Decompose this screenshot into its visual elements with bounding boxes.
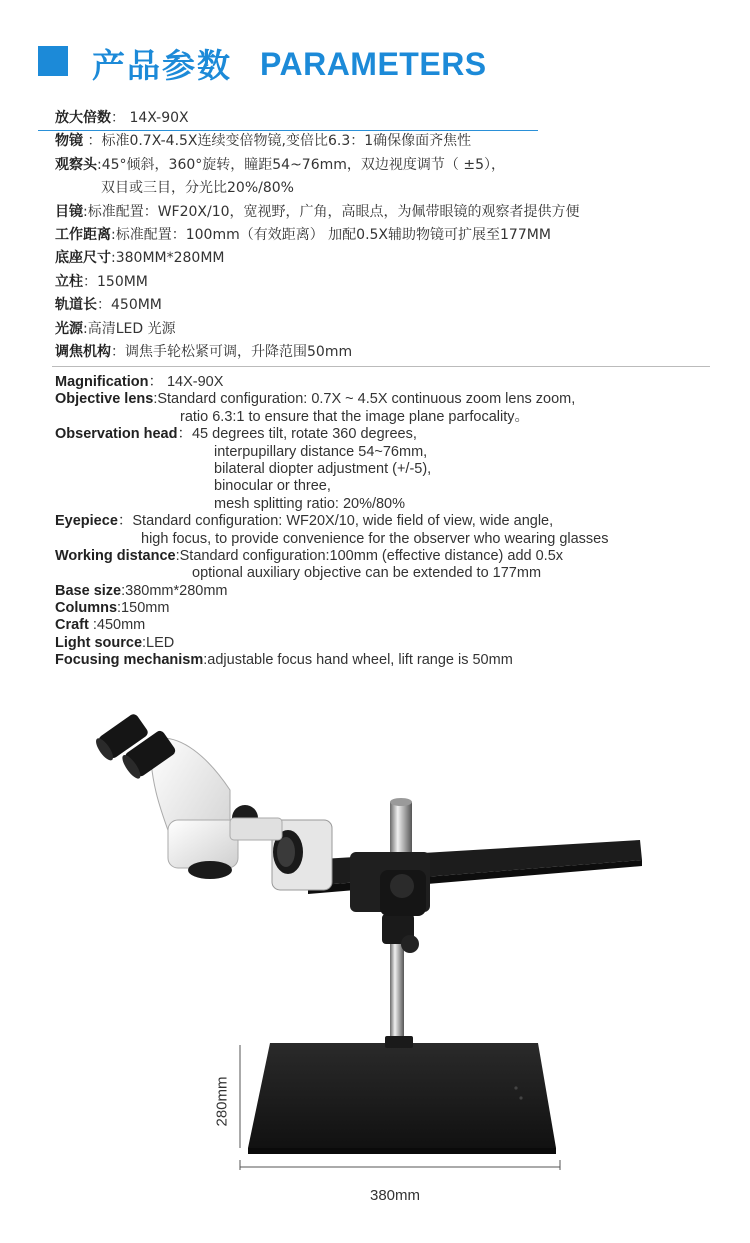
spec-row-focus-en: Focusing mechanism:adjustable focus hand wheel, lift range is 50mm	[55, 652, 513, 669]
page-header	[38, 40, 508, 86]
spec-row-column-cn: 立柱：150MM	[55, 273, 148, 290]
spec-row-working-distance-cn: 工作距离:标准配置：100mm（有效距离） 加配0.5X辅助物镜可扩展至177MM	[55, 226, 551, 243]
spec-row-objective-cont-en: ratio 6.3:1 to ensure that the image plane parfocality。	[180, 408, 530, 425]
spec-row-eyepiece-cont-en: high focus, to provide convenience for the observer who wearing glasses	[141, 530, 609, 547]
spec-row-craft-en: Craft :450mm	[55, 617, 146, 634]
spec-row-objective-cn: 物镜 ：标准0.7X-4.5X连续变倍物镜,变倍比6.3：1确保像面齐焦性	[55, 133, 472, 150]
spec-row-head-en: Observation head：45 degrees tilt, rotate 360 degrees,	[55, 426, 417, 443]
base-plate	[248, 1043, 556, 1154]
spec-row-eyepiece-cn: 目镜:标准配置：WF20X/10，宽视野，广角，高眼点，为佩带眼镜的观察者提供方便	[55, 203, 580, 220]
section-divider	[52, 366, 710, 367]
spec-row-magnification-en: Magnification： 14X-90X	[55, 374, 224, 390]
spec-row-focus-cn: 调焦机构：调焦手轮松紧可调，升降范围50mm	[55, 343, 353, 360]
spec-row-head-cn: 观察头:45°倾斜，360°旋转，瞳距54~76mm，双边视度调节（ ±5），	[55, 156, 505, 173]
spec-row-objective-en: Objective lens:Standard configuration: 0.7X ~ 4.5X continuous zoom lens zoom,	[55, 391, 576, 408]
spec-row-base-size-cn: 底座尺寸:380MM*280MM	[55, 250, 225, 267]
dimension-depth-label: 280mm	[213, 1076, 231, 1127]
spec-list-en	[55, 374, 715, 670]
spec-row-base-size-en: Base size:380mm*280mm	[55, 582, 228, 599]
spec-row-head-cont-cn: 双目或三目，分光比20%/80%	[101, 180, 294, 197]
spec-row-light-cn: 光源:高清LED 光源	[55, 320, 176, 337]
spec-row-track-cn: 轨道长：450MM	[55, 297, 162, 314]
spec-row-light-en: Light source:LED	[55, 634, 175, 651]
spec-row-eyepiece-en: Eyepiece：Standard configuration: WF20X/10, wide field of view, wide angle,	[55, 513, 554, 530]
page-title-en: PARAMETERS	[260, 46, 487, 82]
spec-list-cn	[55, 107, 715, 364]
spec-row-head-cont4-en: mesh splitting ratio: 20%/80%	[214, 495, 406, 512]
spec-row-magnification-cn: 放大倍数： 14X-90X	[55, 110, 189, 126]
microscope-head	[150, 738, 282, 879]
spec-row-working-distance-en: Working distance:Standard configuration:100mm (effective distance) add 0.5x	[55, 547, 564, 564]
spec-row-working-distance-cont-en: optional auxiliary objective can be extended to 177mm	[192, 565, 542, 582]
column-pole	[382, 914, 419, 1048]
spec-row-head-cont1-en: interpupillary distance 54~76mm,	[214, 443, 428, 460]
boom-arm	[305, 840, 642, 916]
page-title-cn: 产品参数	[92, 46, 232, 85]
spec-row-head-cont2-en: bilateral diopter adjustment (+/-5),	[214, 460, 432, 477]
dimension-width-label: 380mm	[370, 1187, 421, 1204]
spec-row-columns-en: Columns:150mm	[55, 600, 170, 617]
spec-row-head-cont3-en: binocular or three,	[214, 478, 331, 495]
header-square-icon	[38, 46, 68, 76]
microscope-illustration	[80, 700, 680, 1170]
